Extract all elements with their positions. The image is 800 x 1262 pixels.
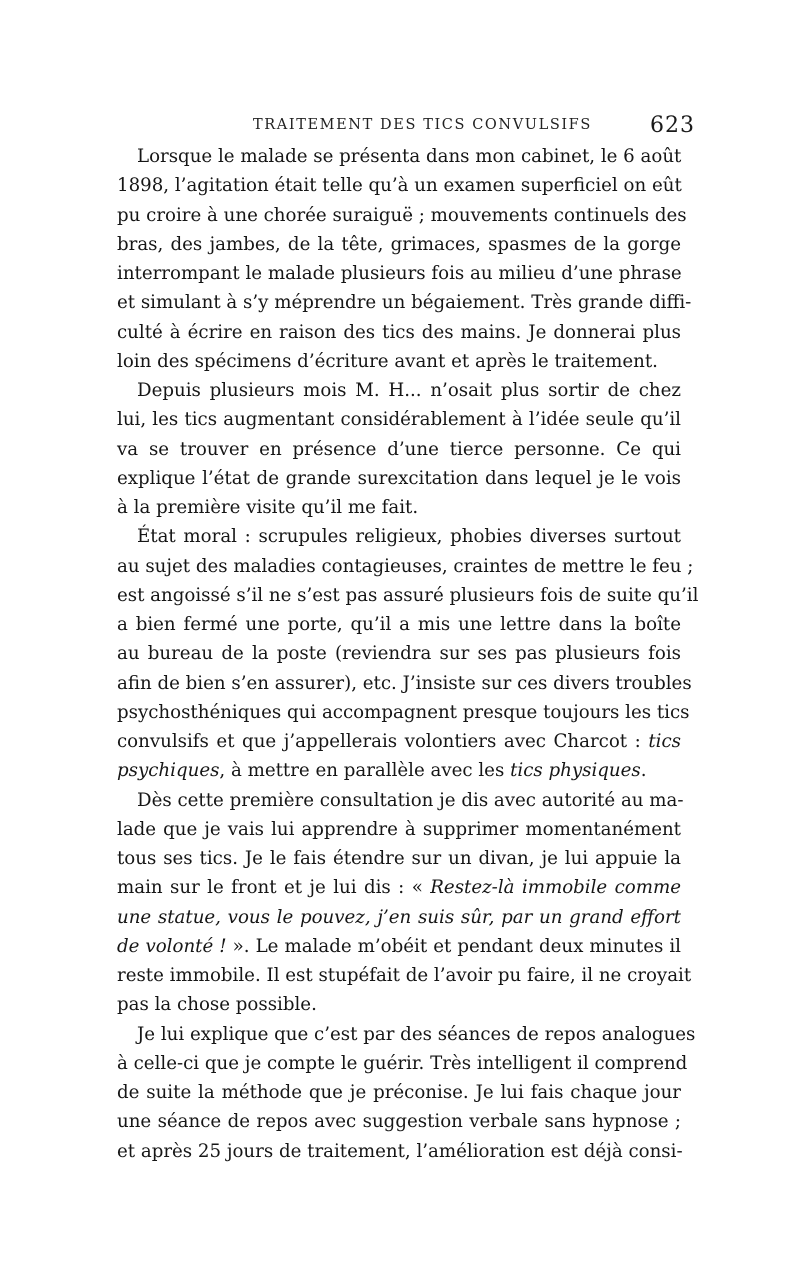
text-line: psychosthéniques qui accompagnent presque toujours les tics (117, 701, 690, 723)
text-line: reste immobile. Il est stupéfait de l’avoir pu faire, il ne croyait (117, 965, 692, 986)
text-line: Lorsque le malade se présenta dans mon cabinet, le 6 août (137, 146, 682, 167)
page-number: 623 (650, 113, 695, 138)
text-line: loin des spécimens d’écriture avant et après le traitement. (117, 350, 658, 372)
text-line: de suite la méthode que je préconise. Je lui fais chaque jour (117, 1082, 681, 1103)
paragraph (117, 522, 699, 785)
text-line: lade que je vais lui apprendre à supprimer momentanément (117, 818, 681, 840)
text-line: afin de bien s’en assurer), etc. J’insiste sur ces divers troubles (117, 672, 692, 694)
running-head (0, 115, 800, 139)
text-line: a bien fermé une porte, qu’il a mis une lettre dans la boîte (117, 614, 681, 635)
text-line: à celle-ci que je compte le guérir. Très intelligent il comprend (117, 1052, 688, 1074)
running-head-title: TRAITEMENT DES TICS CONVULSIFS (253, 117, 592, 133)
text-line: de volonté ! ». Le malade m’obéit et pendant deux minutes il (117, 935, 681, 957)
text-line: convulsifs et que j’appellerais volontiers avec Charcot : tics (117, 731, 681, 752)
text-line: lui, les tics augmentant considérablement à l’idée seule qu’il (117, 409, 681, 431)
text-line: et simulant à s’y méprendre un bégaiement. Très grande diffi- (117, 292, 692, 314)
text-line: culté à écrire en raison des tics des mains. Je donnerai plus (117, 321, 681, 343)
text-line: pas la chose possible. (117, 994, 317, 1016)
text-line: tous ses tics. Je le fais étendre sur un divan, je lui appuie la (117, 848, 681, 869)
text-line: État moral : scrupules religieux, phobies diverses surtout (137, 526, 681, 548)
text-line: et après 25 jours de traitement, l’amélioration est déjà consi- (117, 1140, 683, 1162)
paragraph (117, 376, 681, 522)
text-line: Dès cette première consultation je dis avec autorité au ma- (137, 789, 684, 811)
text-line: pu croire à une chorée suraiguë ; mouvements continuels des (117, 204, 687, 226)
text-line: une séance de repos avec suggestion verbale sans hypnose ; (117, 1111, 681, 1133)
paragraph (117, 142, 692, 376)
text-line: est angoissé s’il ne s’est pas assuré plusieurs fois de suite qu’il (117, 584, 699, 606)
text-line: une statue, vous le pouvez, j’en suis sûr, par un grand effort (117, 906, 681, 928)
text-line: au bureau de la poste (reviendra sur ses pas plusieurs fois (117, 643, 681, 665)
text-line: interrompant le malade plusieurs fois au milieu d’une phrase (117, 263, 682, 284)
body-text (117, 142, 699, 1166)
text-line: au sujet des maladies contagieuses, craintes de mettre le feu ; (117, 555, 694, 577)
text-line: explique l’état de grande surexcitation dans lequel je le vois (117, 467, 681, 489)
text-line: psychiques, à mettre en parallèle avec les tics physiques. (117, 760, 647, 782)
text-line: à la première visite qu’il me fait. (117, 497, 419, 518)
text-line: Depuis plusieurs mois M. H... n’osait plus sortir de chez (137, 380, 681, 401)
text-line: bras, des jambes, de la tête, grimaces, spasmes de la gorge (117, 233, 681, 255)
text-line: main sur le front et je lui dis : « Restez-là immobile comme (117, 877, 681, 899)
text-line: va se trouver en présence d’une tierce personne. Ce qui (117, 438, 681, 460)
paragraph (117, 786, 692, 1020)
text-line: 1898, l’agitation était telle qu’à un examen superficiel on eût (117, 175, 682, 197)
text-line: Je lui explique que c’est par des séances de repos analogues (137, 1023, 696, 1045)
paragraph (117, 1020, 696, 1166)
